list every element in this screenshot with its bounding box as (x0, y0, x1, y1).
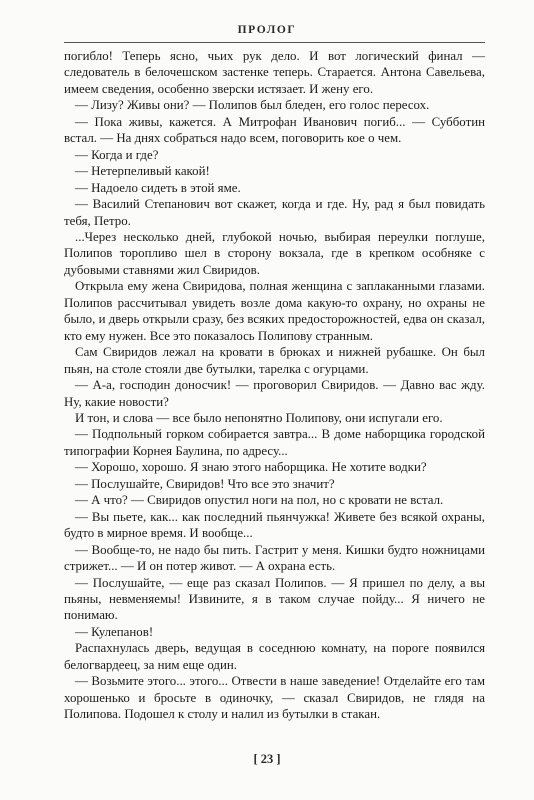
page-body (64, 48, 485, 723)
paragraph: — А-а, господин доносчик! — проговорил Свиридов. — Давно вас жду. Ну, какие новости? (64, 378, 485, 409)
header-divider (64, 42, 485, 43)
paragraph: И тон, и слова — все было непонятно Полипову, они испугали его. (75, 410, 443, 425)
paragraph: — Вы пьете, как... как последний пьянчужка! Живете без всякой охраны, будто в мирное время. И вообще... (64, 509, 485, 541)
paragraph: — А что? — Свиридов опустил ноги на пол, но с кровати не встал. (75, 493, 444, 508)
paragraph: — Кулепанов! (75, 624, 154, 639)
page-number: [ 23 ] (253, 752, 281, 766)
paragraph: Сам Свиридов лежал на кровати в брюках и нижней рубашке. Он был пьян, на столе стояли две бутылки, тарелка с огурцами. (64, 345, 485, 376)
paragraph: — Нетерпеливый какой! (75, 164, 210, 179)
paragraph: — Хорошо, хорошо. Я знаю этого наборщика. Не хотите водки? (75, 460, 427, 475)
paragraph: Распахнулась дверь, ведущая в соседнюю комнату, на пороге появился белогвардеец, за ним еще один. (64, 641, 485, 672)
paragraph: Открыла ему жена Свиридова, полная женщина с заплаканными глазами. Полипов рассчитывал увидеть возле дома какую-то охрану, но охраны не было, и дверь открыли сразу, без всяких предосторожностей, едва он сказал, кто ему нужен. Все это показалось Полипову странным. (64, 279, 485, 343)
paragraph: — Лизу? Живы они? — Полипов был бледен, его голос пересох. (75, 98, 430, 113)
paragraph: ...Через несколько дней, глубокой ночью, выбирая переулки поглуше, Полипов торопливо шел в сторону вокзала, где в крепком особняке с дубовыми ставнями жил Свиридов. (64, 229, 485, 277)
paragraph: погибло! Теперь ясно, чьих рук дело. И вот логический финал — следователь в белочешском застенке теперь. Старается. Антона Савельева, имеем сведения, особенно зверски истязает. И жену его. (64, 49, 485, 96)
paragraph: — Послушайте, — еще раз сказал Полипов. — Я пришел по делу, а вы пьяны, невменяемы! Извините, я в таком случае пойду... Я ничего не понимаю. (64, 575, 485, 623)
paragraph: — Надоело сидеть в этой яме. (75, 180, 241, 195)
paragraph: — Василий Степанович вот скажет, когда и где. Ну, рад я был повидать тебя, Петро. (64, 197, 485, 228)
paragraph: — Вообще-то, не надо бы пить. Гастрит у меня. Кишки будто ножницами стрижет... — И он потер живот. — А охрана есть. (64, 542, 485, 574)
paragraph: — Когда и где? (75, 147, 159, 162)
paragraph: — Пока живы, кажется. А Митрофан Иванович погиб... — Субботин встал. — На днях собраться надо всем, поговорить кое о чем. (64, 114, 485, 146)
paragraph: — Возьмите этого... этого... Отвести в наше заведение! Отделайте его там хорошенько и бросьте в одиночку, — сказал Свиридов, не глядя на Полипова. Подошел к столу и налил из бутылки в стакан. (64, 674, 485, 722)
paragraph: — Подпольный горком собирается завтра... В доме наборщика городской типографии Корнея Баулина, по адресу... (64, 427, 485, 458)
running-header: ПРОЛОГ (237, 24, 297, 36)
paragraph: — Послушайте, Свиридов! Что все это значит? (75, 476, 335, 491)
